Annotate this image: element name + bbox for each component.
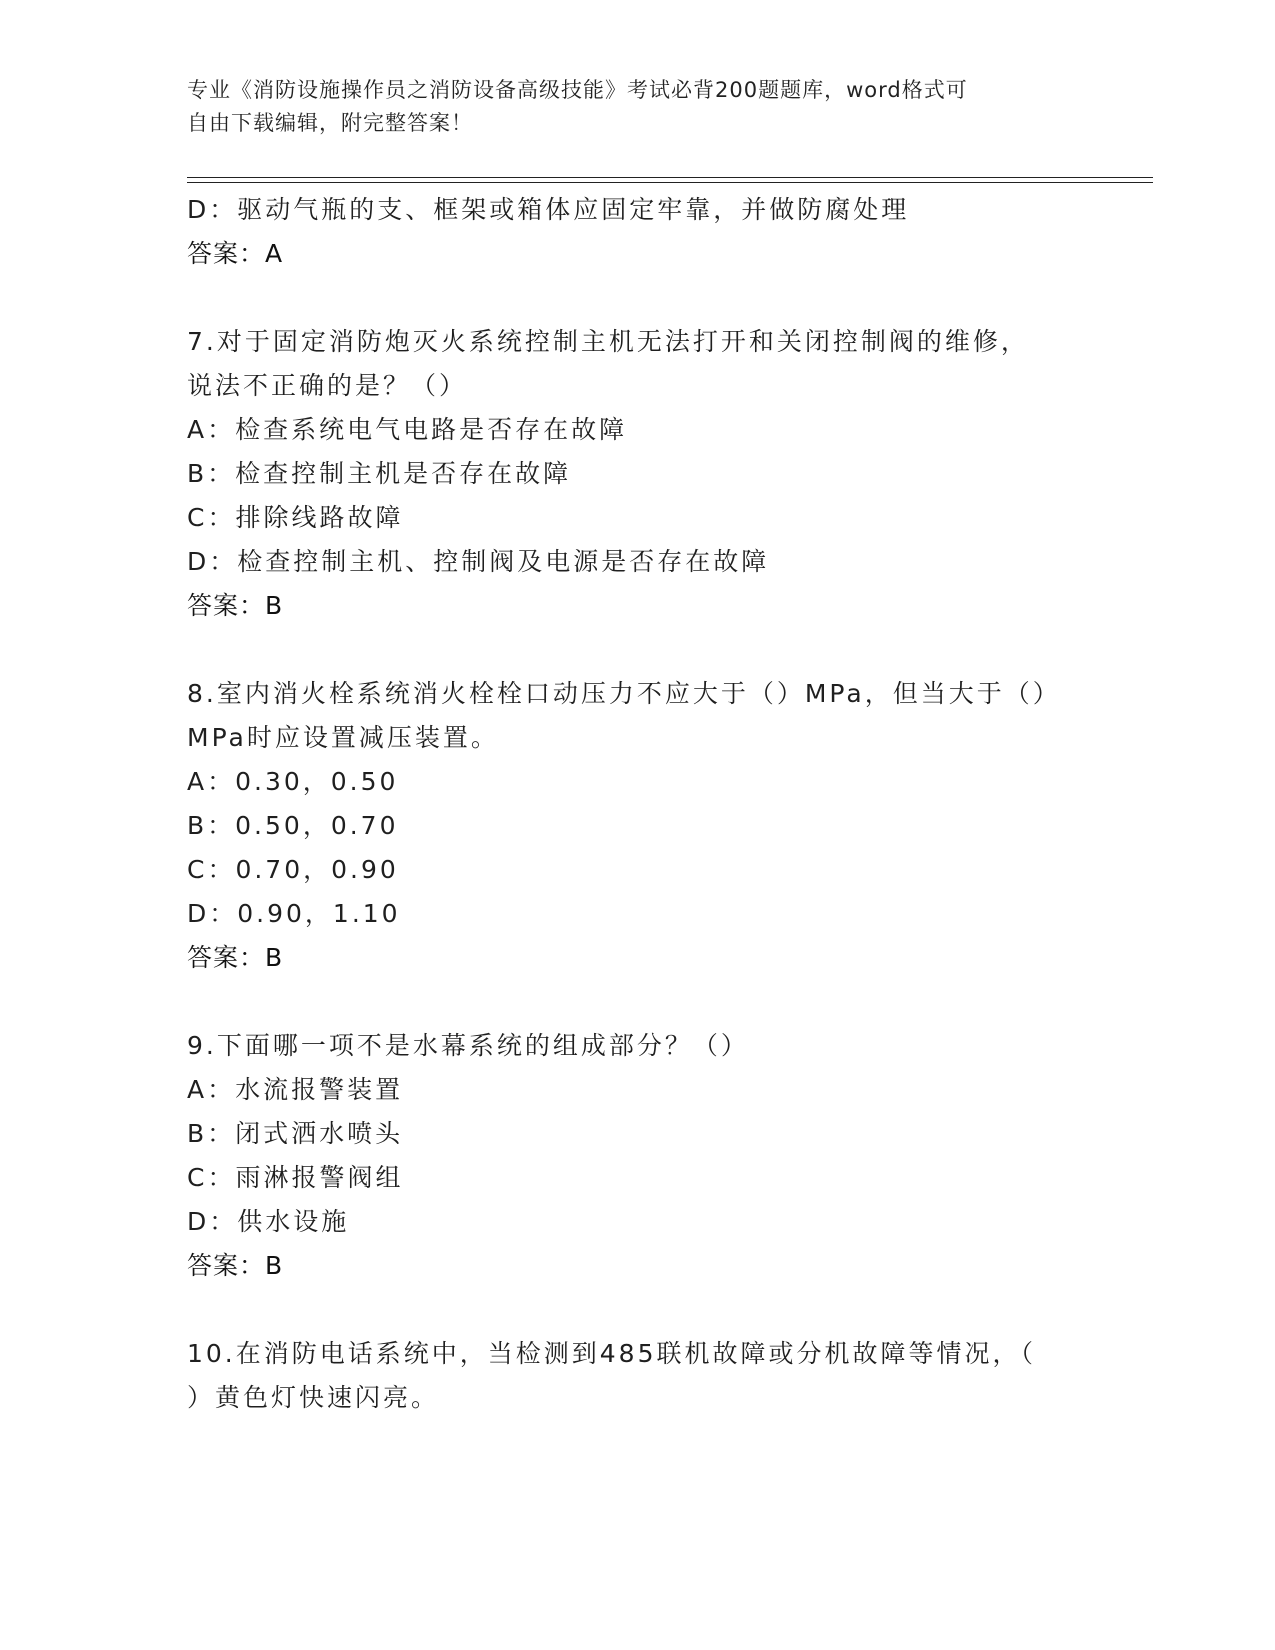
q8-option-a: A：0.30，0.50 xyxy=(187,767,399,796)
q8-answer: 答案：B xyxy=(187,943,284,972)
header-line-2: 自由下载编辑，附完整答案！ xyxy=(187,111,473,135)
q9-option-d: D：供水设施 xyxy=(187,1207,350,1236)
document-header xyxy=(187,74,1067,140)
q10-stem-line-1: 10.在消防电话系统中，当检测到485联机故障或分机故障等情况，（ xyxy=(187,1339,1036,1368)
q7-option-d: D：检查控制主机、控制阀及电源是否存在故障 xyxy=(187,547,770,576)
q9-stem-line-1: 9.下面哪一项不是水幕系统的组成部分？（） xyxy=(187,1031,749,1060)
q8-option-c: C：0.70，0.90 xyxy=(187,855,399,884)
q6-option-d: D：驱动气瓶的支、框架或箱体应固定牢靠，并做防腐处理 xyxy=(187,195,910,224)
q8-stem-line-1: 8.室内消火栓系统消火栓栓口动压力不应大于（）MPa，但当大于（） xyxy=(187,679,1061,708)
q8-option-b: B：0.50，0.70 xyxy=(187,811,399,840)
q8-stem-line-2: MPa时应设置减压装置。 xyxy=(187,723,499,752)
q8-option-d: D：0.90，1.10 xyxy=(187,899,401,928)
q9-option-c: C：雨淋报警阀组 xyxy=(187,1163,404,1192)
q9-option-b: B：闭式洒水喷头 xyxy=(187,1119,404,1148)
q7-stem-line-1: 7.对于固定消防炮灭火系统控制主机无法打开和关闭控制阀的维修， xyxy=(187,327,1029,356)
q6-answer: 答案：A xyxy=(187,239,284,268)
header-line-1: 专业《消防设施操作员之消防设备高级技能》考试必背200题题库，word格式可 xyxy=(187,78,968,102)
q7-stem-line-2: 说法不正确的是？（） xyxy=(187,371,468,400)
q9-answer: 答案：B xyxy=(187,1251,284,1280)
q10-stem-line-2: ）黄色灯快速闪亮。 xyxy=(187,1383,440,1412)
q7-option-c: C：排除线路故障 xyxy=(187,503,404,532)
q9-option-a: A：水流报警装置 xyxy=(187,1075,404,1104)
q7-option-a: A：检查系统电气电路是否存在故障 xyxy=(187,415,628,444)
header-divider-bottom xyxy=(187,182,1153,183)
q7-answer: 答案：B xyxy=(187,591,284,620)
header-divider-top xyxy=(187,177,1153,178)
q7-option-b: B：检查控制主机是否存在故障 xyxy=(187,459,572,488)
